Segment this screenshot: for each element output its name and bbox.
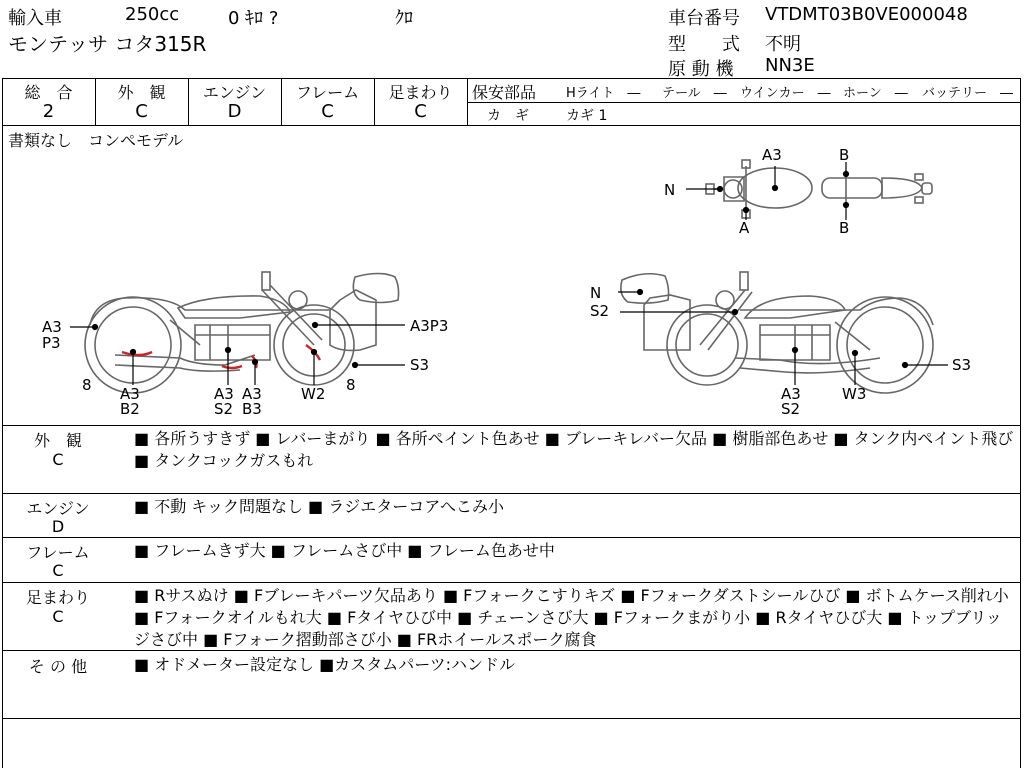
notes: 書類なし コンペモデル [8, 131, 184, 150]
diagram-label: A3 [781, 385, 801, 403]
divider [467, 78, 468, 125]
section-grade-frame: C [52, 561, 64, 580]
section-text-other: ■ オドメーター設定なし ■カスタムパーツ:ハンドル [134, 655, 515, 674]
key-label: カ ギ [487, 108, 529, 124]
diagram-label: A3 [762, 146, 782, 164]
bike-top-view [706, 160, 932, 218]
engine-label: 原 動 機 [668, 59, 734, 80]
frame-number-label: 車台番号 [668, 8, 740, 29]
diagram-label: 8 [82, 376, 92, 394]
section-label-exterior: 外 観 [33, 431, 82, 450]
grade-value-suspension: C [414, 101, 427, 122]
safety-horn: ホーン ― [843, 86, 908, 101]
diagram-label: A [739, 219, 750, 237]
diagram-label: B2 [120, 400, 140, 418]
divider [2, 425, 1020, 426]
diagram-label: S3 [952, 356, 972, 374]
section-label-engine: エンジン [26, 499, 90, 518]
diagram-label: A3P3 [410, 317, 449, 335]
grade-value-frame: C [321, 101, 334, 122]
color: ｸﾛ [395, 8, 413, 29]
divider [2, 582, 1020, 583]
bike-right-view [621, 272, 933, 393]
section-text-exterior: ■ 各所うすきず ■ レバーまがり ■ 各所ペイント色あせ ■ ブレーキレバー欠品 ■ 樹脂部色あせ ■ タンク内ペイント飛び ■ タンクコックガスもれ [134, 429, 1014, 470]
section-label-suspension: 足まわり [25, 588, 90, 607]
diagram-label: S2 [590, 302, 610, 320]
section-grade-suspension: C [52, 607, 64, 626]
grade-label-suspension: 足まわり [388, 83, 453, 102]
diagram-label: S2 [781, 400, 801, 418]
safety-tail: テール ― [662, 86, 727, 101]
mileage: 0 ｷﾛ ? [228, 8, 279, 29]
safety-headlight: Hライト ― [566, 86, 641, 101]
divider [2, 537, 1020, 538]
engine-value: NN3E [765, 55, 815, 76]
diagram-label: W3 [842, 385, 867, 403]
diagram-label: S2 [214, 400, 234, 418]
diagram-label: B3 [242, 400, 262, 418]
divider [2, 78, 1020, 79]
section-grade-exterior: C [52, 450, 64, 469]
divider [2, 718, 1020, 719]
diagram-label: B [839, 219, 850, 237]
displacement: 250cc [125, 4, 180, 25]
safety-winker: ウインカー ― [740, 86, 831, 101]
section-text-suspension: ■ Rサスぬけ ■ Fブレーキパーツ欠品あり ■ Fフォークこすりキズ ■ Fフォークダストシールひび ■ ボトムケース削れ小 ■ Fフォークオイルもれ大 ■ Fタイヤひび中 ■ チェーンさび大 ■ Fフォークまがり小 ■ Rタイヤひび大 ■ トップブリッジさび中 ■ Fフォーク摺動部さび小 ■ FRホイールスポーク腐食 [134, 586, 1009, 649]
diagram-label: A3 [42, 318, 62, 336]
divider [2, 493, 1020, 494]
frame-number: VTDMT03B0VE000048 [765, 4, 968, 25]
section-grade-engine: D [51, 517, 65, 536]
bike-diagram [0, 126, 1024, 426]
diagram-label: P3 [42, 334, 61, 352]
import-label: 輸入車 [8, 8, 62, 29]
grade-value-exterior: C [135, 101, 148, 122]
key-value: カギ 1 [566, 108, 608, 124]
diagram-label: N [590, 284, 602, 302]
diagram-label: A3 [214, 385, 234, 403]
diagram-label: S3 [410, 356, 430, 374]
type-value: 不明 [765, 34, 801, 55]
diagram-label: W2 [301, 385, 326, 403]
diagram-label: A3 [242, 385, 262, 403]
section-text-frame: ■ フレームきず大 ■ フレームさび中 ■ フレーム色あせ中 [134, 541, 555, 560]
grade-label-overall: 総 合 [24, 83, 73, 102]
safety-label: 保安部品 [472, 83, 537, 102]
grade-value-overall: 2 [42, 101, 55, 122]
diagram-label: B [839, 146, 850, 164]
grade-label-exterior: 外 観 [117, 83, 166, 102]
section-text-engine: ■ 不動 キック問題なし ■ ラジエターコアへこみ小 [134, 497, 504, 516]
grade-label-engine: エンジン [202, 83, 267, 102]
safety-battery: バッテリー ― [922, 86, 1014, 101]
section-label-frame: フレーム [26, 543, 90, 562]
diagram-label: A3 [120, 385, 140, 403]
model-name: モンテッサ コタ315R [8, 32, 207, 56]
diagram-label: N [664, 181, 676, 199]
grade-value-engine: D [227, 101, 242, 122]
section-label-other: そ の 他 [28, 657, 88, 676]
bike-left-view [85, 272, 399, 393]
diagram-label: 8 [346, 376, 356, 394]
divider [467, 102, 1020, 103]
grade-label-frame: フレーム [295, 83, 360, 102]
type-label: 型 式 [668, 34, 740, 55]
